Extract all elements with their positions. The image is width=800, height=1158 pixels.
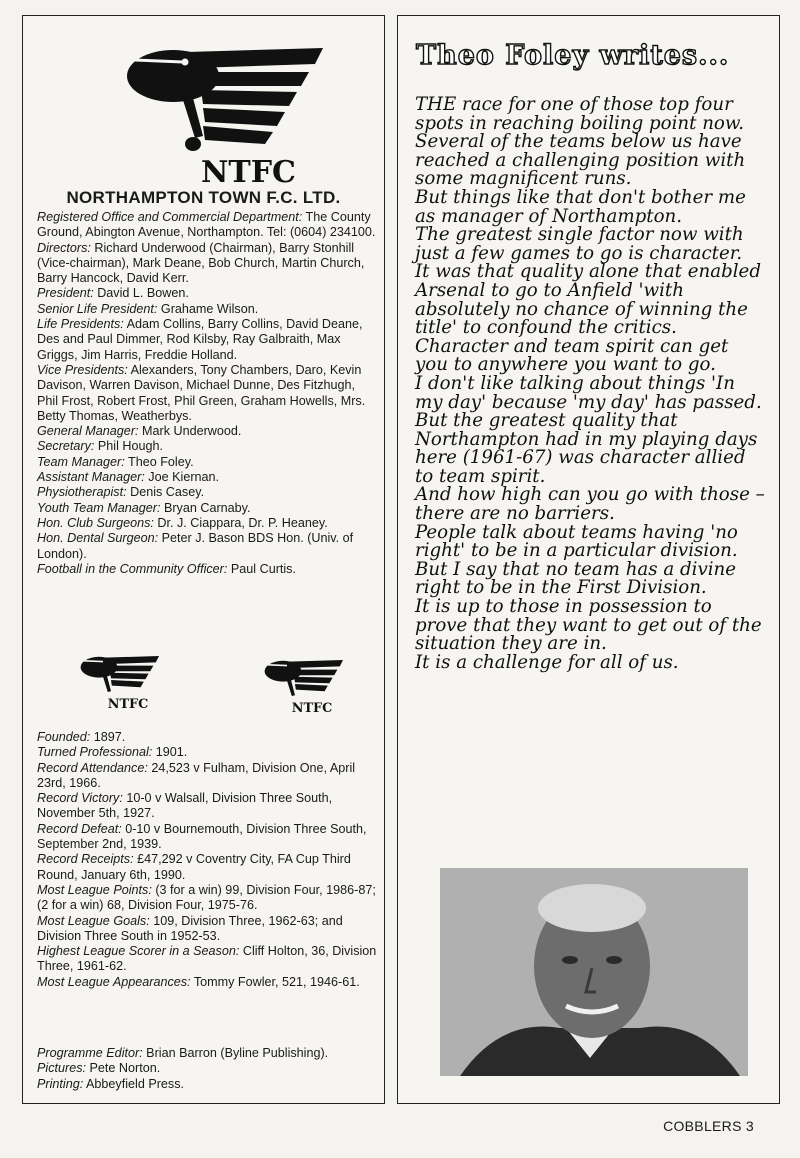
official-label: Physiotherapist: <box>37 485 127 500</box>
official-entry <box>37 424 377 439</box>
credit-entry <box>37 1061 377 1076</box>
article-paragraph: THE race for one of those top four spots in reaching boiling point now. <box>415 94 745 134</box>
article-paragraph: It is a challenge for all of us. <box>415 651 679 673</box>
official-entry <box>37 317 377 363</box>
record-label: Record Defeat: <box>37 821 122 836</box>
official-value: Joe Kiernan. <box>144 470 220 485</box>
official-entry <box>37 470 377 485</box>
credit-entry <box>37 1046 377 1061</box>
article-headline: Theo Foley writes... <box>416 40 730 71</box>
record-entry <box>37 791 377 822</box>
record-label: Record Attendance: <box>37 760 148 775</box>
article-paragraph: I don't like talking about things 'In my day' because 'my day' has passed. <box>415 372 762 413</box>
record-value: Cliff Holton, 36, Division Three, 1961-62. <box>37 944 377 974</box>
record-label: Founded: <box>37 730 91 744</box>
official-label: Secretary: <box>37 439 95 454</box>
official-label: Life Presidents: <box>37 317 124 332</box>
official-label: Directors: <box>37 240 91 255</box>
club-name: NORTHAMPTON TOWN F.C. LTD. <box>66 188 341 207</box>
official-value: Bryan Carnaby. <box>160 500 251 515</box>
official-entry <box>37 363 377 424</box>
article-paragraph: But I say that no team has a divine right to be in the First Division. <box>415 558 737 599</box>
official-entry <box>37 455 377 470</box>
official-label: Hon. Club Surgeons: <box>37 515 154 530</box>
official-label: Youth Team Manager: <box>37 500 161 515</box>
credit-label: Programme Editor: <box>37 1046 143 1060</box>
official-entry <box>37 562 377 577</box>
official-label: General Manager: <box>37 424 139 439</box>
official-entry <box>37 241 377 287</box>
article-paragraph: Several of the teams below us have reached a challenging position with some magnificent runs. <box>415 131 746 190</box>
official-value: Denis Casey. <box>126 485 205 500</box>
club-info-panel <box>22 15 385 1104</box>
official-entry <box>37 286 377 301</box>
official-value: Adam Collins, Barry Collins, David Deane, Des and Paul Dimmer, Rod Kilsby, Ray Galbraith, Max Griggs, Jim Harris, Freddie Holland. <box>37 317 363 362</box>
manager-column-panel <box>397 15 780 1104</box>
ntfc-small-logo-right <box>255 648 347 720</box>
page-footer: COBBLERS 3 <box>663 1118 754 1134</box>
record-label: Record Victory: <box>37 791 123 806</box>
official-entry <box>37 485 377 500</box>
record-value: 1897. <box>90 730 126 744</box>
record-value: £47,292 v Coventry City, FA Cup Third Round, January 6th, 1990. <box>37 852 351 882</box>
record-value: Tommy Fowler, 521, 1946-61. <box>190 974 360 989</box>
ntfc-small-logo-left <box>71 644 163 716</box>
article-paragraph: People talk about teams having 'no right' to be in a particular division. <box>415 521 738 562</box>
official-label: Team Manager: <box>37 454 125 469</box>
record-entry <box>37 944 377 975</box>
record-entry <box>37 745 377 760</box>
official-label: Hon. Dental Surgeon: <box>37 531 159 546</box>
credit-label: Pictures: <box>37 1061 86 1076</box>
official-value: Theo Foley. <box>124 454 194 469</box>
official-label: President: <box>37 286 94 301</box>
ntfc-cobbler-wing-logo <box>103 28 333 188</box>
record-label: Record Receipts: <box>37 852 134 867</box>
article-paragraph: But things like that don't bother me as manager of Northampton. <box>415 186 746 227</box>
record-entry <box>37 730 377 745</box>
record-label: Turned Professional: <box>37 745 153 760</box>
record-label: Highest League Scorer in a Season: <box>37 944 240 959</box>
record-label: Most League Goals: <box>37 913 150 928</box>
article-paragraph: It was that quality alone that enabled Arsenal to go to Anfield 'with absolutely no chance of winning the title' to confound the critics. <box>415 261 761 339</box>
record-entry <box>37 914 377 945</box>
article-paragraph: But the greatest quality that Northampton had in my playing days here (1961-67) was character allied to team spirit. <box>415 410 758 487</box>
official-value: Dr. J. Ciappara, Dr. P. Heaney. <box>153 515 328 530</box>
logo-lettering-small: NTFC <box>291 701 333 716</box>
credit-value: Abbeyfield Press. <box>83 1076 185 1091</box>
official-label: Vice Presidents: <box>37 362 128 377</box>
official-entry <box>37 302 377 317</box>
official-value: Paul Curtis. <box>227 561 296 576</box>
article-paragraph: Character and team spirit can get you to anywhere you want to go. <box>415 335 729 376</box>
official-entry <box>37 501 377 516</box>
record-entry <box>37 975 377 990</box>
record-value: 109, Division Three, 1962-63; and Division Three South in 1952-53. <box>37 913 343 943</box>
official-entry <box>37 531 377 562</box>
theo-foley-photo <box>440 868 748 1076</box>
official-value: David L. Bowen. <box>93 286 189 301</box>
official-value: Peter J. Bason BDS Hon. (Univ. of London). <box>37 531 354 561</box>
official-entry <box>37 439 377 454</box>
official-entry <box>37 210 377 241</box>
club-records-list <box>37 730 377 990</box>
officials-list <box>37 210 377 577</box>
article-paragraph: And how high can you go with those – there are no barriers. <box>415 484 765 525</box>
logo-lettering-small: NTFC <box>107 697 149 712</box>
record-value: 0-10 v Bournemouth, Division Three South, September 2nd, 1939. <box>37 821 367 852</box>
official-value: Grahame Wilson. <box>157 301 259 316</box>
record-label: Most League Appearances: <box>37 974 191 989</box>
logo-lettering: NTFC <box>201 155 296 188</box>
record-value: 10-0 v Walsall, Division Three South, November 5th, 1927. <box>37 791 333 821</box>
official-value: Richard Underwood (Chairman), Barry Stonhill (Vice-chairman), Mark Deane, Bob Church, Martin Church, Barry Hancock, David Kerr. <box>37 240 365 286</box>
record-entry <box>37 852 377 883</box>
credit-value: Brian Barron (Byline Publishing). <box>142 1046 329 1060</box>
official-label: Assistant Manager: <box>37 470 145 485</box>
official-entry <box>37 516 377 531</box>
record-value: 1901. <box>152 745 188 760</box>
credit-entry <box>37 1077 377 1092</box>
record-entry <box>37 761 377 792</box>
record-entry <box>37 883 377 914</box>
official-value: Phil Hough. <box>94 439 164 454</box>
record-entry <box>37 822 377 853</box>
official-value: Alexanders, Tony Chambers, Daro, Kevin Davison, Warren Davison, Michael Dunne, Des Fitzhugh, Phil Frost, Robert Frost, Phil Green, Graham Howells, Mrs. Betty Thomas, Weatherbys. <box>37 362 366 423</box>
record-value: (3 for a win) 99, Division Four, 1986-87; (2 for a win) 68, Division Four, 1975-76. <box>37 882 376 913</box>
official-value: Mark Underwood. <box>138 424 242 439</box>
programme-credits <box>37 1046 377 1092</box>
article-body <box>415 96 767 672</box>
credit-label: Printing: <box>37 1076 84 1091</box>
record-value: 24,523 v Fulham, Division One, April 23rd, 1966. <box>37 760 356 790</box>
official-label: Registered Office and Commercial Department: <box>37 210 303 224</box>
article-paragraph: It is up to those in possession to prove that they want to get out of the situation they are in. <box>415 596 762 655</box>
record-label: Most League Points: <box>37 882 152 897</box>
official-value: The County Ground, Abington Avenue, Northampton. Tel: (0604) 234100. <box>37 210 376 240</box>
credit-value: Pete Norton. <box>86 1061 161 1076</box>
official-label: Football in the Community Officer: <box>37 561 228 576</box>
article-paragraph: The greatest single factor now with just a few games to go is character. <box>415 224 744 264</box>
official-label: Senior Life President: <box>37 301 158 316</box>
